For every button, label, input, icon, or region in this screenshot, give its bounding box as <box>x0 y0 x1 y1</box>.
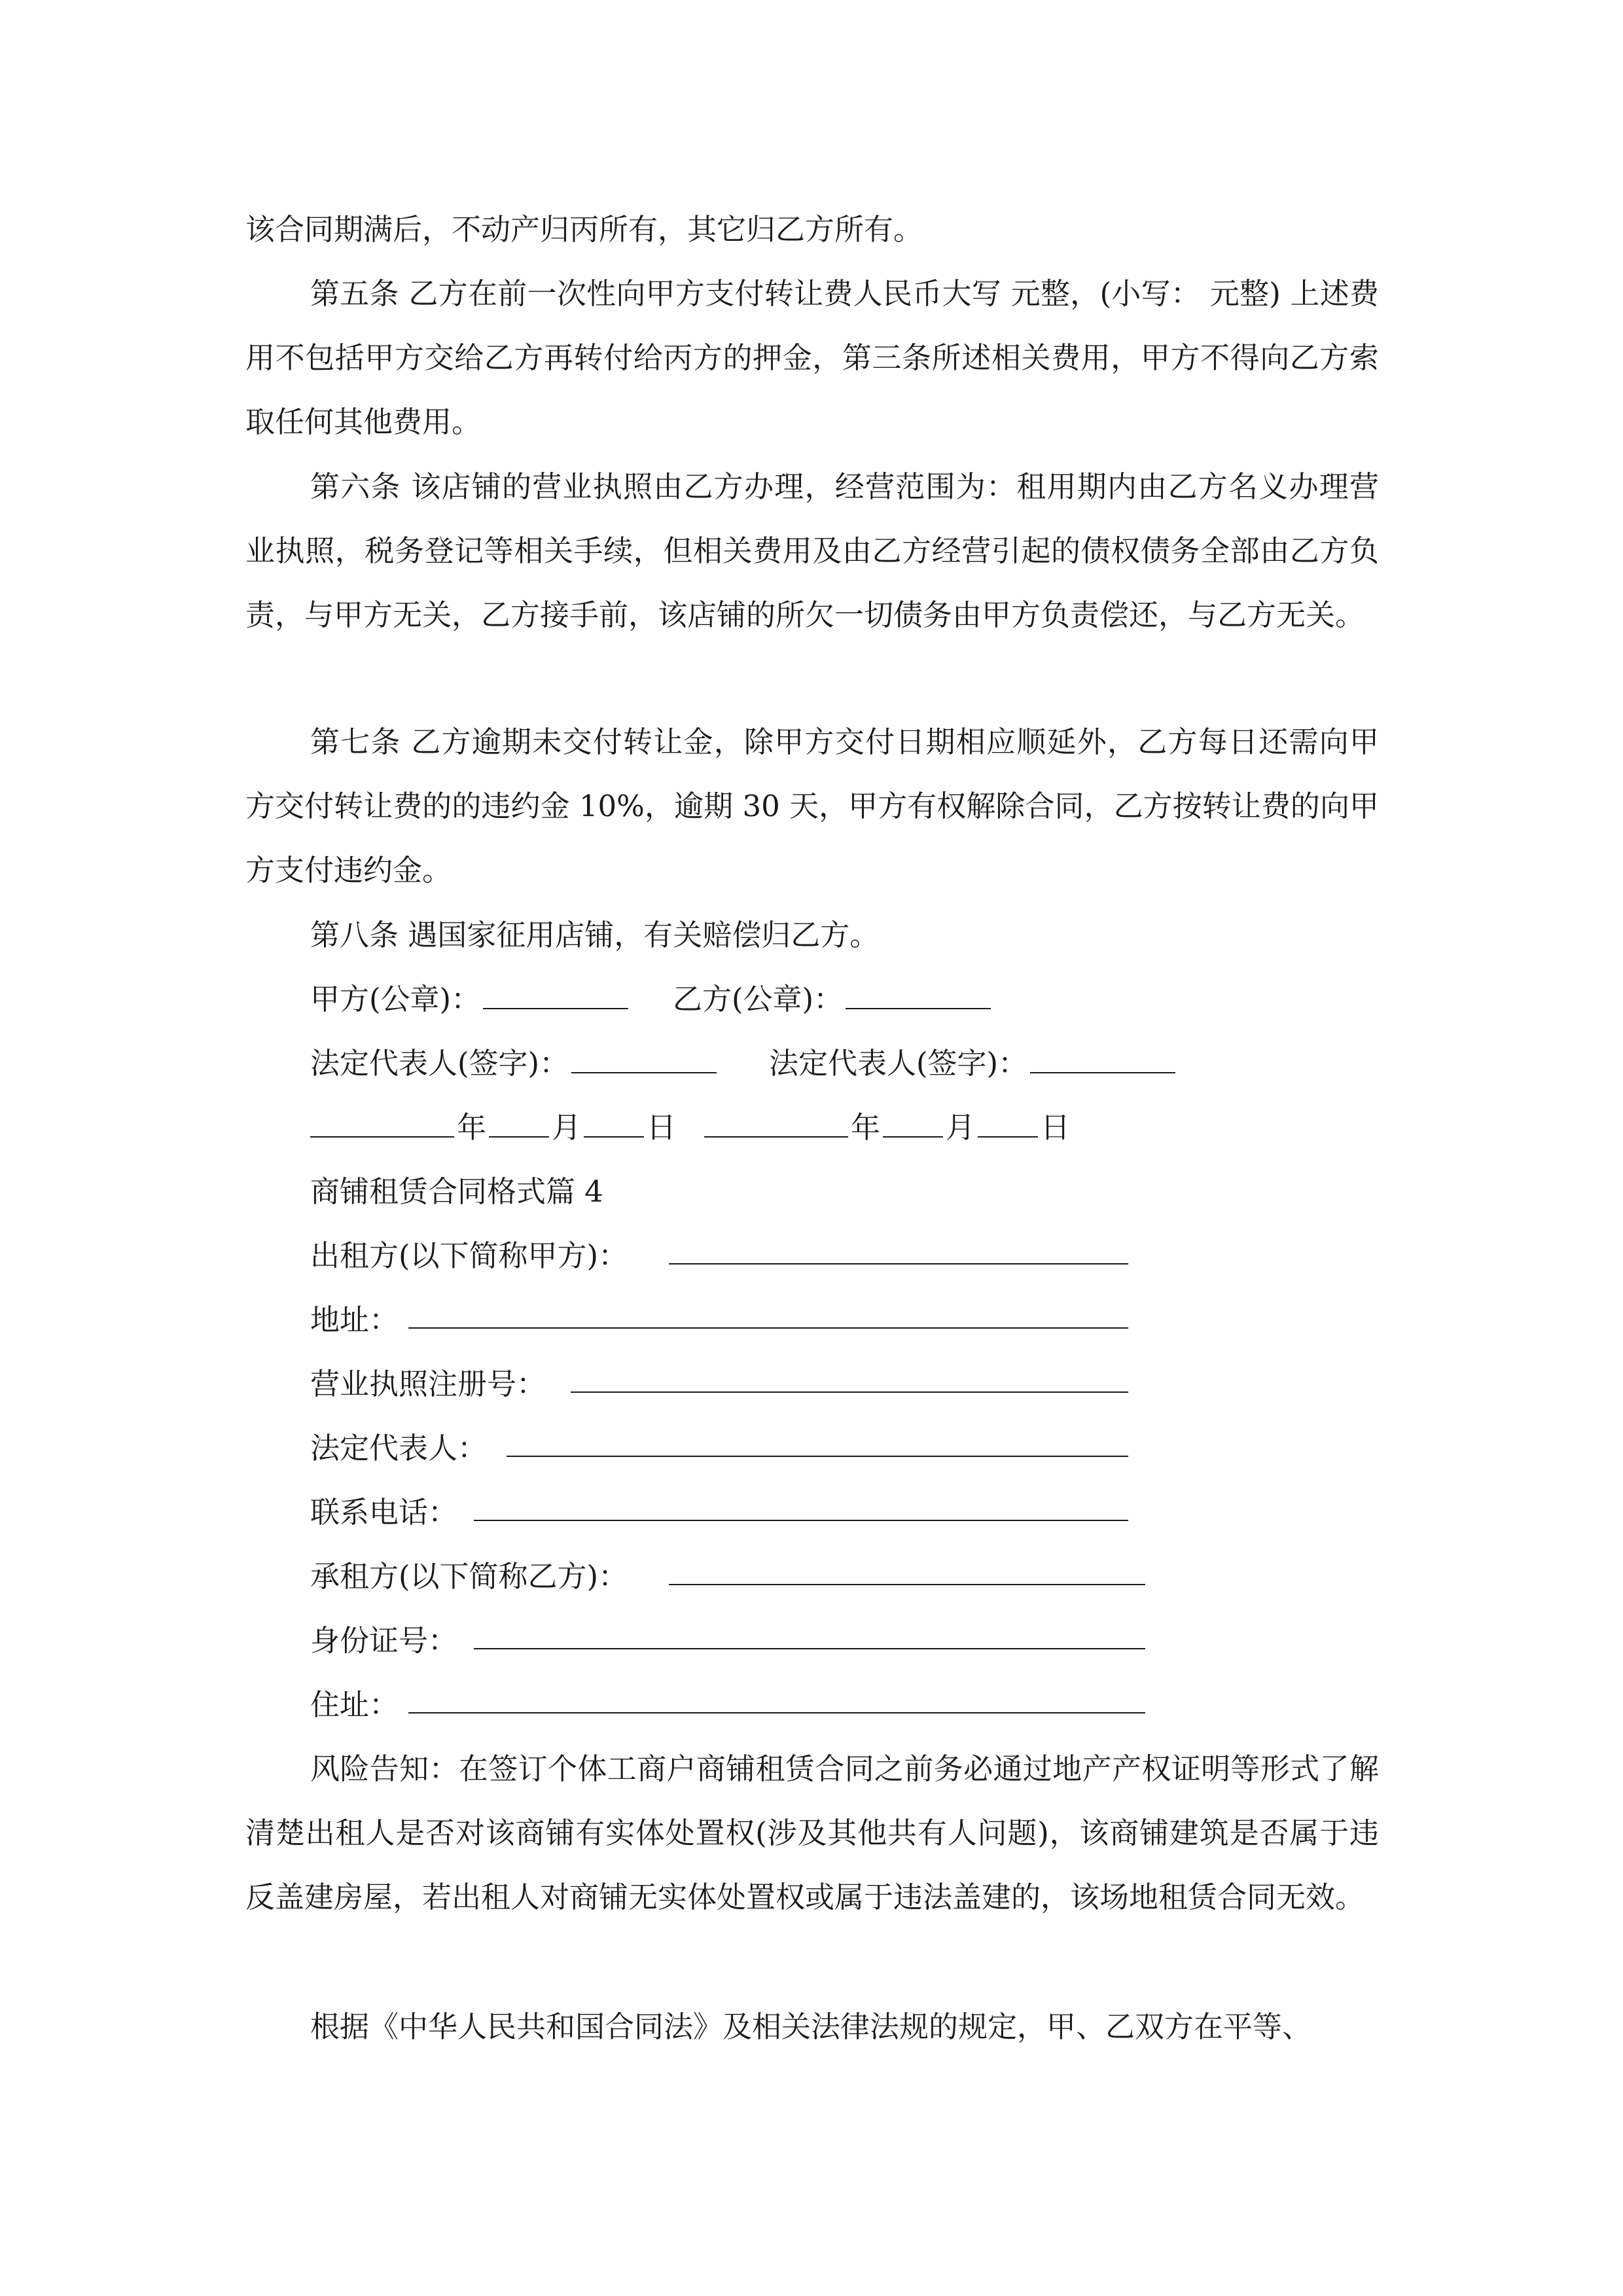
residence-blank[interactable] <box>408 1712 1145 1713</box>
date-a-month-label: 月 <box>552 1110 582 1145</box>
risk-notice: 风险告知：在签订个体工商户商铺租赁合同之前务必通过地产产权证明等形式了解清楚出租人是否对该商铺有实体处置权(涉及其他共有人问题)，该商铺建筑是否属于违反盖建房屋，若出租人对商铺无实体处置权或属于违法盖建的，该场地租赁合同无效。 <box>245 1751 1379 1914</box>
date-a-day-blank[interactable] <box>584 1097 644 1138</box>
id-number-blank[interactable] <box>474 1648 1145 1649</box>
rep-b-blank[interactable] <box>1030 1033 1175 1073</box>
address-label: 地址： <box>310 1302 399 1337</box>
rep-b-line <box>769 1031 1178 1096</box>
party-b-seal-blank[interactable] <box>846 969 991 1009</box>
article-7: 第七条 乙方逾期未交付转让金，除甲方交付日期相应顺延外，乙方每日还需向甲方交付转让费的的违约金 10%，逾期 30 天，甲方有权解除合同，乙方按转让费的向甲方支付违约金。 <box>245 725 1379 888</box>
lessee-blank[interactable] <box>669 1584 1145 1585</box>
date-b-day-blank[interactable] <box>978 1097 1038 1138</box>
section-title: 商铺租赁合同格式篇 4 <box>310 1174 603 1209</box>
date-b-year-label: 年 <box>851 1110 881 1145</box>
lessor-label: 出租方(以下简称甲方)： <box>310 1238 628 1273</box>
rep-a-blank[interactable] <box>571 1033 717 1073</box>
rep-a-line <box>310 1031 719 1096</box>
date-a-year-blank[interactable] <box>310 1097 454 1138</box>
continuation-line: 该合同期满后，不动产归丙所有，其它归乙方所有。 <box>245 212 923 247</box>
phone-label: 联系电话： <box>310 1495 458 1530</box>
legal-rep-blank[interactable] <box>507 1456 1128 1457</box>
date-b-month-blank[interactable] <box>883 1097 943 1138</box>
residence-label: 住址： <box>310 1687 399 1722</box>
rep-a-label: 法定代表人(签字)： <box>310 1046 569 1081</box>
rep-b-label: 法定代表人(签字)： <box>769 1046 1028 1081</box>
article-6: 第六条 该店铺的营业执照由乙方办理，经营范围为：租用期内由乙方名义办理营业执照，税务登记等相关手续，但相关费用及由乙方经营引起的债权债务全部由乙方负责，与甲方无关，乙方接手前，该店铺的所欠一切债务由甲方负责偿还，与乙方无关。 <box>245 469 1379 632</box>
party-a-seal-label: 甲方(公章)： <box>310 982 481 1016</box>
lessor-blank[interactable] <box>669 1263 1128 1265</box>
party-a-seal-blank[interactable] <box>483 969 628 1009</box>
lessee-label: 承租方(以下简称乙方)： <box>310 1559 628 1594</box>
phone-blank[interactable] <box>474 1520 1128 1521</box>
license-blank[interactable] <box>571 1391 1128 1393</box>
date-a-line <box>310 1096 676 1160</box>
date-a-year-label: 年 <box>457 1110 487 1145</box>
license-label: 营业执照注册号： <box>310 1367 546 1401</box>
article-8: 第八条 遇国家征用店铺，有关赔偿归乙方。 <box>310 918 880 952</box>
party-b-seal-line <box>673 967 993 1031</box>
id-number-label: 身份证号： <box>310 1623 458 1658</box>
address-blank[interactable] <box>408 1327 1128 1329</box>
basis-paragraph: 根据《中华人民共和国合同法》及相关法律法规的规定，甲、乙双方在平等、 <box>310 2009 1312 2044</box>
date-b-day-label: 日 <box>1041 1110 1071 1145</box>
date-b-month-label: 月 <box>946 1110 976 1145</box>
date-a-month-blank[interactable] <box>489 1097 549 1138</box>
party-b-seal-label: 乙方(公章)： <box>673 982 844 1016</box>
date-a-day-label: 日 <box>647 1110 677 1145</box>
date-b-line <box>704 1096 1070 1160</box>
party-a-seal-line <box>310 967 631 1031</box>
legal-rep-label: 法定代表人： <box>310 1431 488 1465</box>
date-b-year-blank[interactable] <box>704 1097 848 1138</box>
article-5: 第五条 乙方在前一次性向甲方支付转让费人民币大写 元整，(小写： 元整) 上述费用不包括甲方交给乙方再转付给丙方的押金，第三条所述相关费用，甲方不得向乙方索取任何其他费用。 <box>245 276 1379 439</box>
